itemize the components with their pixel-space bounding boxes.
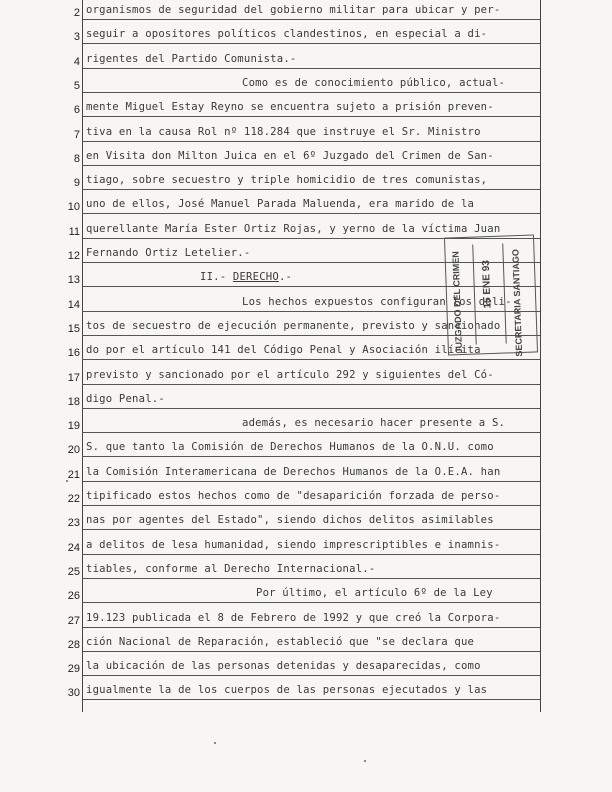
line-text: la Comisión Interamericana de Derechos Humanos de la O.E.A. han xyxy=(86,465,501,478)
line-text: en Visita don Milton Juica en el 6º Juzgado del Crimen de San- xyxy=(86,149,494,162)
scan-speck xyxy=(364,760,366,762)
line-text: Fernando Ortiz Letelier.- xyxy=(86,247,251,259)
line-text: digo Penal.- xyxy=(86,392,165,405)
line-text: rigentes del Partido Comunista.- xyxy=(86,52,297,65)
line-number: 23 xyxy=(67,517,80,530)
ruled-line xyxy=(82,116,540,117)
line-number: 26 xyxy=(67,590,80,603)
ruled-line xyxy=(82,456,540,457)
ruled-line xyxy=(82,651,540,652)
court-stamp xyxy=(444,234,538,355)
ruled-line xyxy=(82,141,540,142)
ruled-line xyxy=(82,529,540,530)
right-margin-rule xyxy=(540,0,541,712)
line-text: tiago, sobre secuestro y triple homicidio de tres comunistas, xyxy=(86,174,488,187)
line-text: Como es de conocimiento público, actual- xyxy=(242,76,506,89)
line-number: 4 xyxy=(73,55,80,68)
line-text: Por último, el artículo 6º de la Ley xyxy=(256,587,493,600)
line-number: 24 xyxy=(67,541,80,554)
line-number: 8 xyxy=(73,152,80,165)
ruled-line xyxy=(82,384,540,385)
ruled-line xyxy=(82,699,540,700)
line-text: Los hechos expuestos configuran los deli- xyxy=(242,295,512,308)
ruled-line xyxy=(82,189,540,190)
ruled-line xyxy=(82,92,540,93)
line-number: 3 xyxy=(73,31,80,44)
line-number: 29 xyxy=(67,663,80,676)
line-number: 19 xyxy=(67,420,80,433)
ruled-line xyxy=(82,554,540,555)
line-text: uno de ellos, José Manuel Parada Maluenda, era marido de la xyxy=(86,198,475,211)
line-text: tos de secuestro de ejecución permanente, previsto y sancionado xyxy=(86,319,501,332)
line-number: 2 xyxy=(73,7,80,19)
ruled-line xyxy=(82,432,540,433)
line-number: 6 xyxy=(73,104,80,117)
line-number: 28 xyxy=(67,638,80,651)
line-text: la ubicación de las personas detenidas y desaparecidas, como xyxy=(86,660,481,673)
ruled-line xyxy=(82,505,540,506)
ruled-line xyxy=(82,602,540,603)
line-text: tiva en la causa Rol nº 118.284 que instruye el Sr. Ministro xyxy=(86,125,481,138)
line-number: 16 xyxy=(67,347,80,360)
line-number: 22 xyxy=(67,493,80,505)
ruled-line xyxy=(82,19,540,20)
ruled-line xyxy=(82,213,540,214)
ruled-line xyxy=(82,165,540,166)
line-text: además, es necesario hacer presente a S. xyxy=(242,417,506,430)
line-number: 14 xyxy=(67,298,80,311)
line-number: 15 xyxy=(67,322,80,335)
line-number: 13 xyxy=(67,274,80,287)
line-text: seguir a opositores políticos clandestinos, en especial a di- xyxy=(86,28,488,41)
line-number: 10 xyxy=(67,201,80,214)
line-number: 18 xyxy=(67,395,80,408)
line-number: 5 xyxy=(73,79,80,92)
ruled-line xyxy=(82,627,540,628)
ruled-line xyxy=(82,578,540,579)
line-text: organismos de seguridad del gobierno militar para ubicar y per- xyxy=(86,4,501,16)
line-text: S. que tanto la Comisión de Derechos Humanos de la O.N.U. como xyxy=(86,441,494,454)
line-number: 17 xyxy=(67,371,80,384)
stamp-date: 15 ENE 93 xyxy=(480,259,494,309)
line-text: nas por agentes del Estado", siendo dichos delitos asimilables xyxy=(86,514,494,527)
ruled-line xyxy=(82,43,540,44)
scan-speck xyxy=(214,742,216,744)
line-number: 20 xyxy=(67,444,80,457)
line-text: a delitos de lesa humanidad, siendo imprescriptibles e inamnis- xyxy=(86,538,501,551)
line-text: mente Miguel Estay Reyno se encuentra sujeto a prisión preven- xyxy=(86,101,494,114)
ruled-line xyxy=(82,408,540,409)
line-text: tiables, conforme al Derecho Internacional.- xyxy=(86,562,376,575)
left-margin-rule xyxy=(82,0,83,712)
ruled-line xyxy=(82,359,540,360)
line-number: 27 xyxy=(67,614,80,627)
line-number: 9 xyxy=(73,177,80,190)
line-text: querellante María Ester Ortiz Rojas, y yerno de la víctima Juan xyxy=(86,222,501,235)
scan-speck xyxy=(66,480,68,482)
line-number: 30 xyxy=(67,687,80,700)
ruled-line xyxy=(82,481,540,482)
line-number: 12 xyxy=(67,250,80,262)
line-text: igualmente la de los cuerpos de las personas ejecutados y las xyxy=(86,684,488,697)
line-text: 19.123 publicada el 8 de Febrero de 1992 y que creó la Corpora- xyxy=(86,611,501,624)
line-number: 25 xyxy=(67,565,80,578)
line-text: do por el artículo 141 del Código Penal y Asociación ilícita xyxy=(86,344,481,357)
stamp-court-name: JUZGADO DEL CRIMEN xyxy=(450,251,465,354)
ruled-line xyxy=(82,68,540,69)
line-text: previsto y sancionado por el artículo 292 y siguientes del Có- xyxy=(86,368,494,381)
line-text: ción Nacional de Reparación, estableció que "se declara que xyxy=(86,635,475,648)
line-text: tipificado estos hechos como de "desaparición forzada de perso- xyxy=(86,490,501,502)
line-number: 21 xyxy=(67,468,80,481)
stamp-office: SECRETARIA SANTIAGO xyxy=(510,248,525,357)
line-text: II.- DERECHO.- xyxy=(200,271,293,284)
ruled-line xyxy=(82,675,540,676)
line-number: 7 xyxy=(73,128,80,141)
line-number: 11 xyxy=(68,225,80,238)
